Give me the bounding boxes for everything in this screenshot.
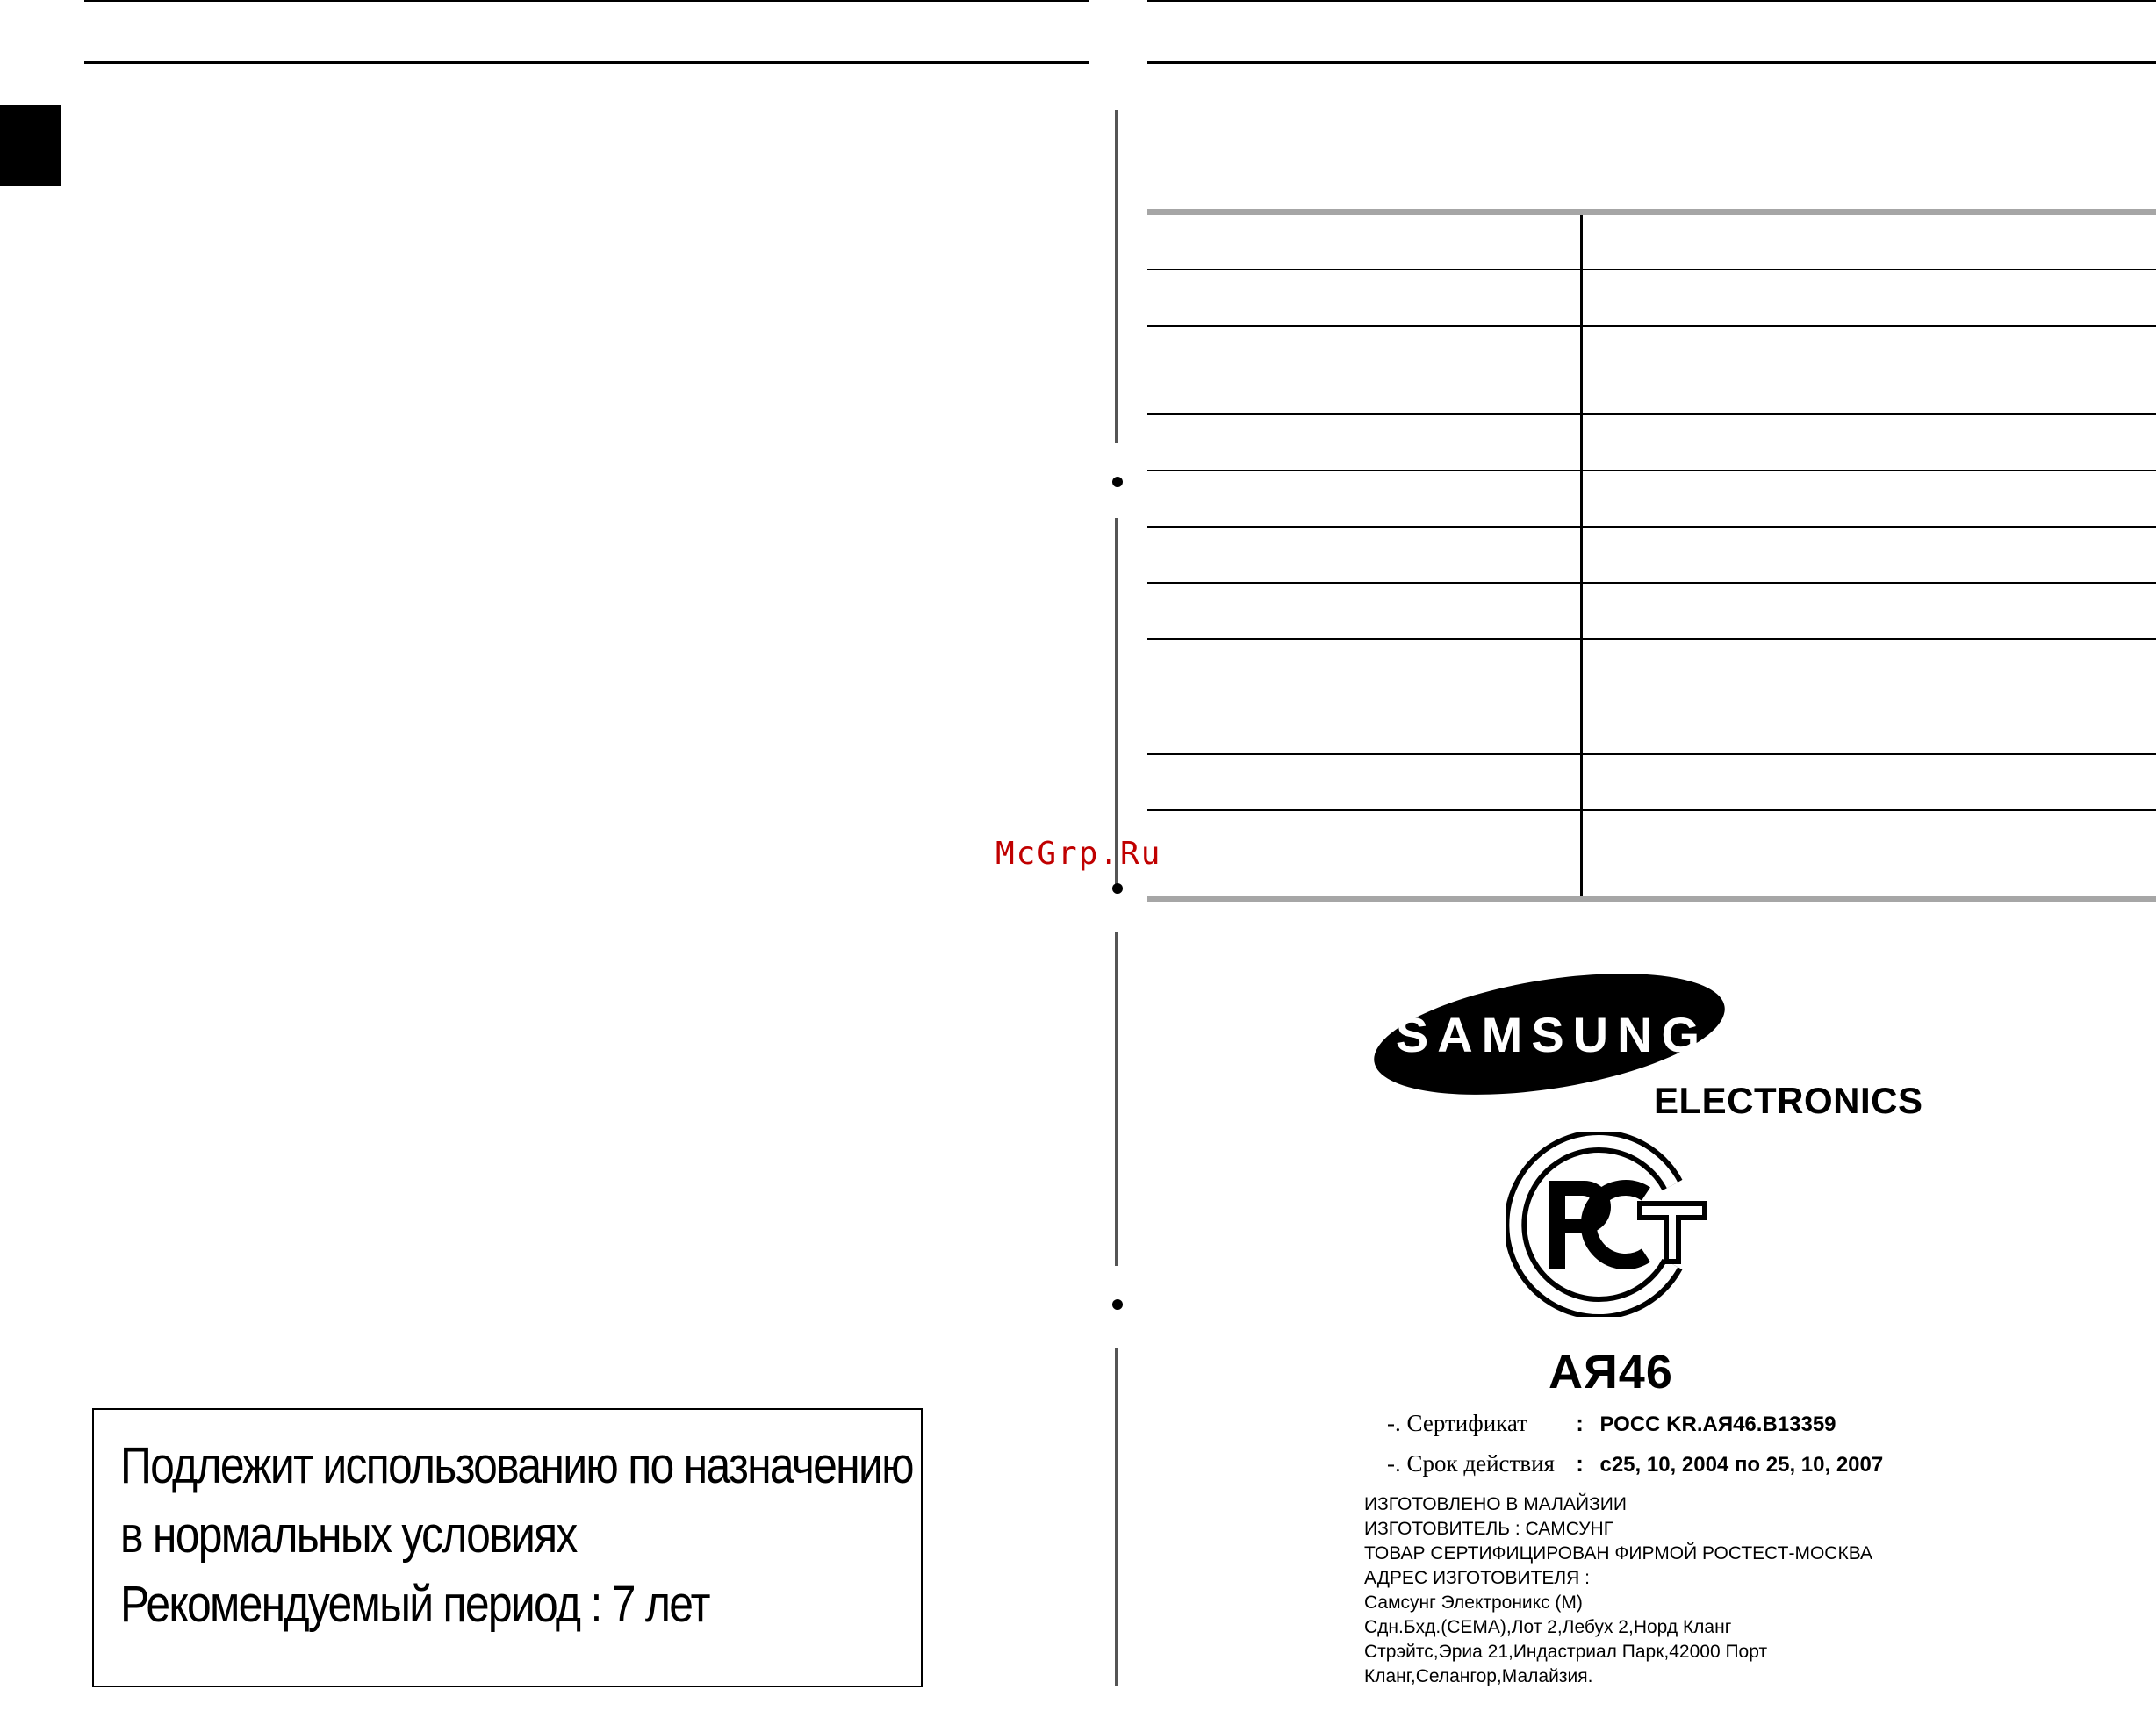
- table-row: [1147, 270, 2156, 327]
- manufacturer-line: Самсунг Электроникс (М): [1364, 1592, 1583, 1613]
- manufacturer-line: Кланг,Селангор,Малайзия.: [1364, 1666, 1593, 1686]
- samsung-logo-text: SAMSUNG: [1395, 1007, 1709, 1062]
- certification-code: АЯ46: [1549, 1346, 1673, 1398]
- specification-table: [1147, 209, 2156, 902]
- notice-line: в нормальных условиях: [120, 1506, 577, 1564]
- notice-line: Подлежит использованию по назначению: [120, 1437, 913, 1494]
- manufacturer-line: ТОВАР СЕРТИФИЦИРОВАН ФИРМОЙ РОСТЕСТ-МОСКВА: [1364, 1543, 1873, 1564]
- colon-separator: :: [1576, 1450, 1584, 1477]
- validity-label: -. Срок действия: [1387, 1450, 1555, 1477]
- colon-separator: :: [1576, 1410, 1584, 1436]
- manufacturer-line: Сдн.Бхд.(СЕМА),Лот 2,Лебух 2,Норд Кланг: [1364, 1617, 1732, 1637]
- right-header-rule: [1147, 61, 2156, 64]
- binding-hole: [1112, 883, 1123, 894]
- brand-subtitle: ELECTRONICS: [1654, 1080, 1923, 1121]
- right-top-rule: [1147, 0, 2156, 2]
- table-row: [1147, 327, 2156, 415]
- table-bottom-border: [1147, 896, 2156, 902]
- left-header-rule: [84, 61, 1089, 64]
- table-row: [1147, 584, 2156, 640]
- manufacturer-line: АДРЕС ИЗГОТОВИТЕЛЯ :: [1364, 1568, 1591, 1588]
- binding-hole: [1112, 1299, 1123, 1310]
- watermark: McGrp.Ru: [995, 836, 1162, 872]
- fold-line-segment: [1115, 110, 1118, 443]
- manufacturer-line: ИЗГОТОВЛЕНО В МАЛАЙЗИИ: [1364, 1494, 1627, 1514]
- fold-line-segment: [1115, 518, 1118, 887]
- certificate-label: -. Сертификат: [1387, 1410, 1527, 1436]
- usage-notice-box: [92, 1408, 923, 1687]
- table-top-border: [1147, 209, 2156, 215]
- table-row: [1147, 640, 2156, 755]
- fold-line-segment: [1115, 1348, 1118, 1686]
- table-row: [1147, 755, 2156, 811]
- certificate-number: РОСС KR.АЯ46.B13359: [1599, 1413, 1836, 1436]
- manufacturer-line: Стрэйтс,Эриа 21,Индастриал Парк,42000 Порт: [1364, 1642, 1768, 1662]
- certificate-row: [1387, 1410, 1836, 1437]
- table-row: [1147, 215, 2156, 270]
- fold-line-segment: [1115, 932, 1118, 1266]
- table-row: [1147, 528, 2156, 584]
- validity-period: с25, 10, 2004 по 25, 10, 2007: [1599, 1453, 1884, 1477]
- table-row: [1147, 471, 2156, 528]
- binding-hole: [1112, 477, 1123, 487]
- pct-certification-mark: [1506, 1132, 1716, 1317]
- manufacturer-line: ИЗГОТОВИТЕЛЬ : САМСУНГ: [1364, 1519, 1614, 1539]
- section-tab-marker: [0, 105, 61, 186]
- validity-row: [1387, 1450, 1883, 1477]
- notice-line: Рекомендуемый период : 7 лет: [120, 1576, 709, 1633]
- table-row: [1147, 415, 2156, 471]
- manufacturer-info: [1364, 1492, 1872, 1689]
- left-top-rule: [84, 0, 1089, 2]
